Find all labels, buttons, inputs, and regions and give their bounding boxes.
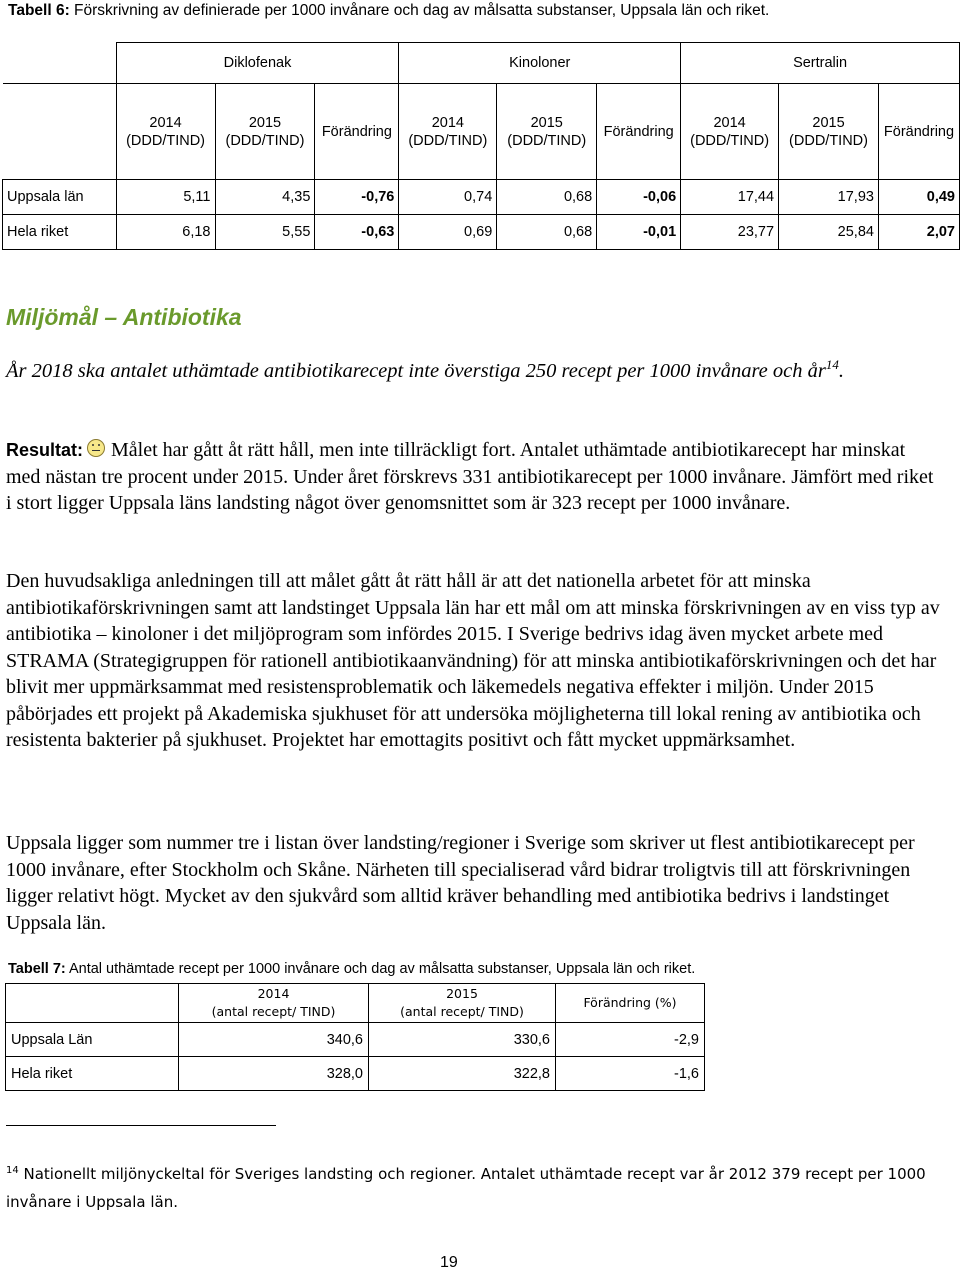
table-cell: 23,77 xyxy=(681,215,779,250)
body-paragraph: Den huvudsakliga anledningen till att målet gått åt rätt håll är att det nationella arbetet för att minska antibiotikaförskrivningen samt att landstinget Uppsala län har ett mål om att minska förskrivningen av en viss typ av antibiotika – kinoloner i det miljöprogram som infördes 2015. I Sverige bedrivs idag även mycket arbete med STRAMA (Strategigruppen för rationell antibiotikaanvändning) för att minska antibiotikaförskrivningen och det har blivit mer uppmärksammat med resistensproblematik och läkemedels negativa effekter i miljön. Under 2015 påbörjades ett projekt på Akademiska sjukhuset för att undersöka möjligheterna till lokal rening av antibiotika och resistenta bakterier på sjukhuset. Projektet har emottagits positivt och fått mycket uppmärksamhet. xyxy=(6,570,940,751)
table-cell-change: -0,63 xyxy=(315,215,399,250)
page-number: 19 xyxy=(440,1254,458,1271)
table-cell: 0,68 xyxy=(497,180,597,215)
row-label: Uppsala län xyxy=(3,180,117,215)
table6-caption-label: Tabell 6: xyxy=(8,2,70,19)
year-label: 2014 xyxy=(257,986,290,1001)
table-cell: 6,18 xyxy=(116,215,215,250)
table6-corner-cell xyxy=(3,84,117,180)
table6-corner-cell xyxy=(3,43,117,84)
table-cell: 0,74 xyxy=(399,180,497,215)
year-label: 2014 xyxy=(149,114,182,131)
table6-group-header-row xyxy=(3,43,960,84)
year-label: 2015 xyxy=(248,114,282,131)
footnote xyxy=(6,1160,936,1216)
table6-sub-header xyxy=(497,84,597,180)
table-row xyxy=(3,215,960,250)
unit-label: (DDD/TIND) xyxy=(408,132,488,149)
table6-sub-header xyxy=(116,84,215,180)
table6-caption-text: Förskrivning av definierade per 1000 invånare och dag av målsatta substanser, Uppsala län och riket. xyxy=(69,2,770,19)
table7 xyxy=(5,983,705,1091)
table6-sub-header: Förändring xyxy=(878,84,959,180)
table-cell: 330,6 xyxy=(369,1023,556,1057)
table-cell-change: -0,76 xyxy=(315,180,399,215)
year-label: 2014 xyxy=(713,114,746,131)
table-cell: 322,8 xyxy=(369,1057,556,1091)
table-cell-change: 2,07 xyxy=(878,215,959,250)
table6-sub-header-row xyxy=(3,84,960,180)
table-cell: -2,9 xyxy=(556,1023,705,1057)
table6-sub-header: Förändring xyxy=(597,84,681,180)
result-label: Resultat: xyxy=(6,440,84,460)
table-cell: 0,69 xyxy=(399,215,497,250)
neutral-smiley-icon xyxy=(87,439,105,457)
year-label: 2015 xyxy=(812,114,845,131)
table7-corner-cell xyxy=(6,984,179,1023)
row-label: Uppsala Län xyxy=(6,1023,179,1057)
result-block xyxy=(6,437,941,517)
table-cell: 0,68 xyxy=(497,215,597,250)
table-cell: 4,35 xyxy=(215,180,315,215)
table-cell: 5,55 xyxy=(215,215,315,250)
table6-group-header: Kinoloner xyxy=(399,43,681,84)
table6-group-header: Sertralin xyxy=(681,43,960,84)
table-cell: 328,0 xyxy=(179,1057,369,1091)
section-title: Miljömål – Antibiotika xyxy=(6,304,242,330)
table-cell: 340,6 xyxy=(179,1023,369,1057)
table-row xyxy=(6,1057,705,1091)
footnote-number: 14 xyxy=(6,1165,19,1176)
footnote-ref: 14 xyxy=(825,357,839,373)
table-cell-change: 0,49 xyxy=(878,180,959,215)
table-row xyxy=(3,180,960,215)
table7-caption-label: Tabell 7: xyxy=(8,961,66,977)
goal-end: . xyxy=(838,360,844,382)
table7-header-row xyxy=(6,984,705,1023)
table6-sub-header xyxy=(779,84,879,180)
footnote-separator xyxy=(6,1125,276,1126)
table6-sub-header xyxy=(215,84,315,180)
table6-sub-header xyxy=(681,84,779,180)
row-label: Hela riket xyxy=(3,215,117,250)
table-cell: 17,44 xyxy=(681,180,779,215)
unit-label: (DDD/TIND) xyxy=(507,132,587,149)
table-cell: -1,6 xyxy=(556,1057,705,1091)
table7-header xyxy=(369,984,556,1023)
table-cell-change: -0,01 xyxy=(597,215,681,250)
table-cell: 5,11 xyxy=(116,180,215,215)
table6-sub-header: Förändring xyxy=(315,84,399,180)
unit-label: (DDD/TIND) xyxy=(789,132,868,149)
table7-header: Förändring (%) xyxy=(556,984,705,1023)
year-label: 2015 xyxy=(530,114,563,131)
table-cell: 17,93 xyxy=(779,180,879,215)
table-cell-change: -0,06 xyxy=(597,180,681,215)
table-row xyxy=(6,1023,705,1057)
year-label: 2014 xyxy=(431,114,464,131)
footnote-text: Nationellt miljönyckeltal för Sveriges landsting och regioner. Antalet uthämtade recept var år 2012 379 recept per 1000 invånare i Uppsala län. xyxy=(6,1165,926,1211)
table7-caption xyxy=(8,961,695,977)
table6-group-header: Diklofenak xyxy=(116,43,399,84)
goal-text: År 2018 ska antalet uthämtade antibiotikarecept inte överstiga 250 recept per 1000 invånare och år xyxy=(6,360,826,382)
table6-sub-header xyxy=(399,84,497,180)
table7-caption-text: Antal uthämtade recept per 1000 invånare och dag av målsatta substanser, Uppsala län och riket. xyxy=(65,961,696,977)
unit-label: (DDD/TIND) xyxy=(126,132,206,149)
table6 xyxy=(2,42,960,250)
unit-label: (DDD/TIND) xyxy=(225,132,305,149)
unit-label: (antal recept/ TIND) xyxy=(400,1004,524,1019)
unit-label: (DDD/TIND) xyxy=(690,132,770,149)
result-text: Målet har gått åt rätt håll, men inte tillräckligt fort. Antalet uthämtade antibiotikarecept har minskat med nästan tre procent under 2015. Under året förskrevs 331 antibiotikarecept per 1000 invånare. Jämfört med riket i stort ligger Uppsala läns landsting något över genomsnittet som är 323 recept per 1000 invånare. xyxy=(6,439,934,514)
body-paragraph: Uppsala ligger som nummer tre i listan över landsting/regioner i Sverige som skriver ut flest antibiotikarecept per 1000 invånare, efter Stockholm och Skåne. Närheten till specialiserad vård bidrar troligtvis till att förskrivningen ligger relativt högt. Mycket av den sjukvård som alltid kräver behandling med antibiotika bedrivs i landstinget Uppsala län. xyxy=(6,832,915,934)
table7-header xyxy=(179,984,369,1023)
goal-statement xyxy=(6,358,936,384)
year-label: 2015 xyxy=(446,986,478,1001)
table-cell: 25,84 xyxy=(779,215,879,250)
row-label: Hela riket xyxy=(6,1057,179,1091)
table6-caption xyxy=(8,2,769,20)
unit-label: (antal recept/ TIND) xyxy=(211,1004,336,1019)
